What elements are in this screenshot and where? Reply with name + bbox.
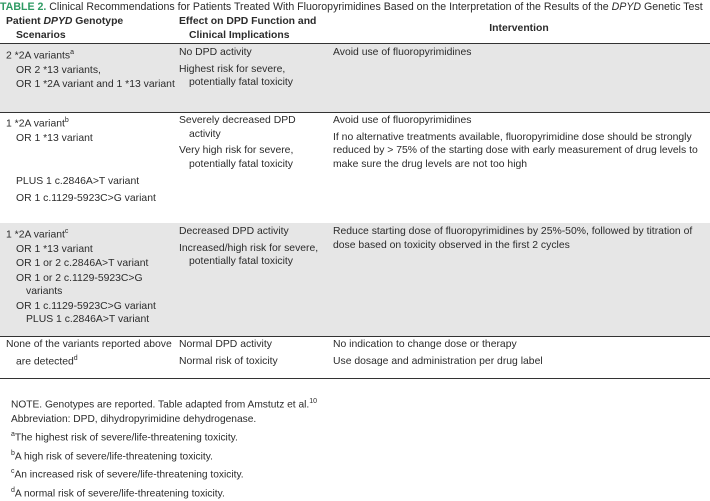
table-caption (0, 1, 710, 15)
footnote-a: $^a$The highest risk of severe/life-threatening toxicity. (11, 431, 238, 444)
effect-cell: Normal DPD activity Normal risk of toxicity (179, 339, 278, 367)
genotype-cell: 1 *2A variant$^c$ OR 1 *13 variant OR 1 or 2 c.2846A>T variant OR 1 or 2 c.1129-5923C>G variants OR 1 c.1129-5923C>G variant PLUS 1 c.2846A>T variant (6, 228, 156, 326)
footnote-d: $^d$A normal risk of severe/life-threatening toxicity. (11, 486, 225, 499)
caption-gene: DPYD (611, 1, 642, 13)
caption-text-end: Genetic Test (641, 1, 703, 13)
effect-cell: Decreased DPD activity Increased/high risk for severe, potentially fatal toxicity (179, 226, 319, 267)
table-row (0, 44, 710, 113)
table-row (0, 223, 710, 337)
header-genotype: Patient DPYD Genotype Scenarios (6, 16, 124, 41)
note-line: NOTE. Genotypes are reported. Table adapted from Amstutz et al.$^{10}$ (11, 398, 318, 411)
effect-cell: No DPD activity Highest risk for severe, potentially fatal toxicity (179, 47, 293, 88)
genotype-cell: 1 *2A variant$^b$ OR 1 *13 variant PLUS 1 c.2846A>T variant OR 1 c.1129-5923C>G variant (6, 117, 156, 204)
table-row (0, 112, 710, 224)
intervention-cell: Reduce starting dose of fluoropyrimidines by 25%-50%, followed by titration of dose based on toxicity observed in the first 2 cycles (333, 226, 693, 251)
table-header (0, 14, 710, 44)
table-notes (11, 394, 701, 501)
header-effect: Effect on DPD Function and Clinical Implications (179, 16, 317, 41)
intervention-cell: Avoid use of fluoropyrimidines If no alternative treatments available, fluoropyrimidine dose should be strongly reduced by > 75% of the starting dose with early measurement of drug levels to make sure the drug levels are not too high (333, 115, 698, 170)
genotype-cell: 2 *2A variants$^a$ OR 2 *13 variants, OR 1 *2A variant and 1 *13 variant (6, 49, 175, 91)
header-intervention: Intervention (489, 23, 549, 34)
footnote-b: $^b$A high risk of severe/life-threatening toxicity. (11, 449, 213, 463)
caption-text: Clinical Recommendations for Patients Treated With Fluoropyrimidines Based on the Interpretation of the Results of the (49, 1, 612, 13)
table-row (0, 336, 710, 379)
footnote-c: $^c$An increased risk of severe/life-threatening toxicity. (11, 468, 244, 481)
table-label: TABLE 2. (0, 1, 47, 13)
abbreviation-line: Abbreviation: DPD, dihydropyrimidine dehydrogenase. (11, 414, 257, 426)
intervention-cell: No indication to change dose or therapy Use dosage and administration per drug label (333, 339, 543, 367)
effect-cell: Severely decreased DPD activity Very high risk for severe, potentially fatal toxicity (179, 115, 296, 170)
intervention-cell: Avoid use of fluoropyrimidines (333, 47, 472, 58)
genotype-cell: None of the variants reported above are detected$^d$ (6, 339, 172, 367)
